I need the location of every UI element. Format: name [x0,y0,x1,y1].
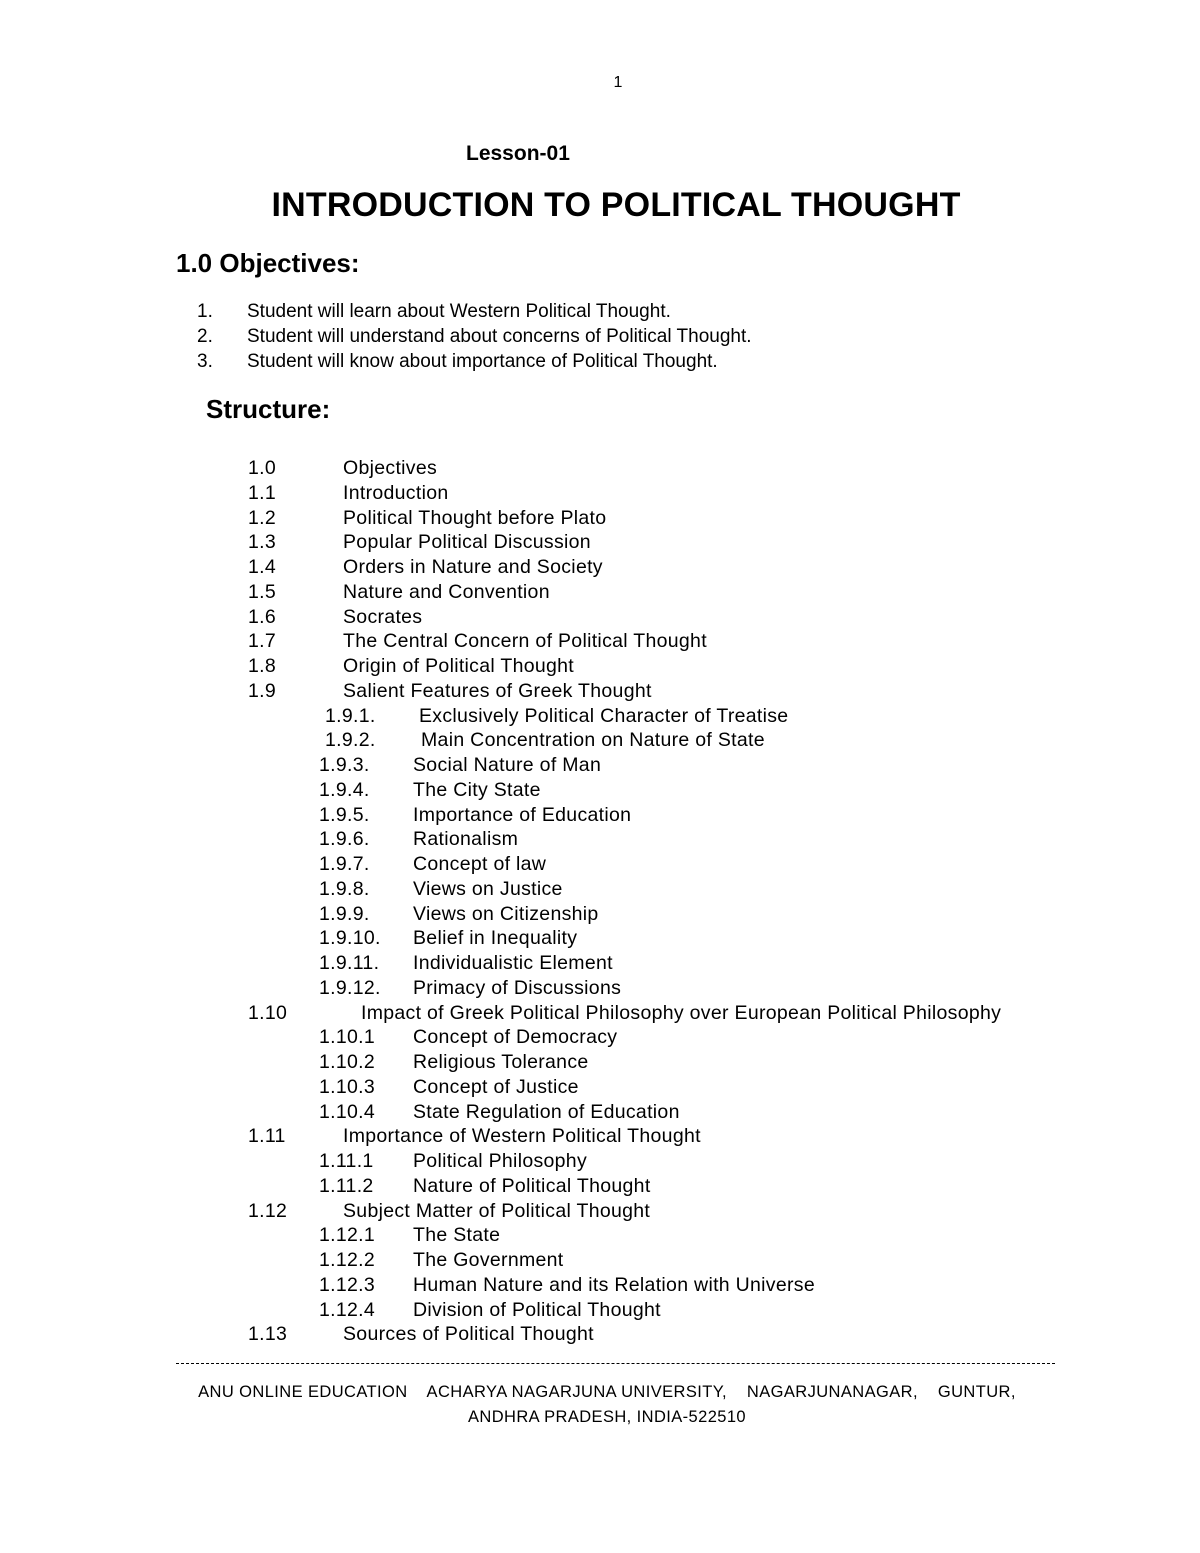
toc-title: Human Nature and its Relation with Universe [413,1273,815,1296]
toc-title: Religious Tolerance [413,1051,589,1073]
toc-number: 1.6 [248,605,277,628]
toc-title: Popular Political Discussion [343,531,591,554]
toc-number: 1.8 [248,655,277,677]
toc-title: Subject Matter of Political Thought [343,1199,651,1222]
toc-number: 1.10.1 [319,1026,376,1049]
lesson-label: Lesson-01 [466,142,570,165]
toc-number: 1.12.1 [319,1224,376,1247]
toc-number: 1.10.4 [319,1100,376,1123]
toc-number: 1.11 [248,1125,286,1148]
toc-number: 1.9.7. [319,853,370,875]
toc-number: 1.12.2 [319,1249,376,1271]
toc-number: 1.9.9. [319,902,370,925]
toc-title: Concept of Democracy [413,1026,618,1049]
toc-title: Social Nature of Man [413,754,602,776]
toc-number: 1.9.6. [319,828,370,851]
toc-title: Salient Features of Greek Thought [343,679,652,702]
toc-number: 1.9.8. [319,877,370,900]
toc-number: 1.12.3 [319,1273,376,1296]
toc-title: The Central Concern of Political Thought [343,630,707,653]
toc-number: 1.10 [248,1001,288,1024]
toc-number: 1.12 [248,1199,288,1222]
toc-number: 1.2 [248,506,277,529]
toc-title: Main Concentration on Nature of State [421,729,765,752]
toc-title: Exclusively Political Character of Treatise [419,704,789,727]
toc-number: 1.9.3. [319,754,370,776]
toc-title: The State [413,1224,501,1247]
toc-title: The City State [413,778,541,801]
footer-divider [176,1363,1055,1364]
toc-title: Individualistic Element [413,952,613,974]
toc-title: Nature and Convention [343,580,550,603]
objective-item [197,324,752,349]
footer-address-line-1: ANU ONLINE EDUCATION ACHARYA NAGARJUNA UNIVERSITY, NAGARJUNANAGAR, GUNTUR, [198,1383,1016,1401]
toc-title: Orders in Nature and Society [343,556,603,578]
toc-title: Objectives [343,457,438,479]
document-title: INTRODUCTION TO POLITICAL THOUGHT [271,186,961,224]
toc-number: 1.13 [248,1323,288,1346]
toc-title: The Government [413,1249,564,1271]
toc-title: Belief in Inequality [413,927,578,950]
toc-number: 1.9.4. [319,778,370,801]
toc-title: Impact of Greek Political Philosophy over European Political Philosophy [361,1001,1002,1024]
toc-title: Division of Political Thought [413,1298,661,1321]
toc-number: 1.9.10. [319,927,381,950]
toc-number: 1.0 [248,457,277,479]
toc-number: 1.7 [248,630,277,653]
objective-item [197,349,752,374]
toc-title: State Regulation of Education [413,1100,680,1123]
objective-number: 2. [197,326,213,347]
objective-item [197,299,752,324]
toc-title: Concept of Justice [413,1075,579,1098]
toc-number: 1.10.3 [319,1075,376,1098]
toc-number: 1.5 [248,580,277,603]
objectives-list [197,299,752,374]
toc-number: 1.9.2. [325,729,376,752]
toc-number: 1.11.2 [319,1174,374,1197]
toc-title: Sources of Political Thought [343,1323,594,1346]
toc-number: 1.9.11. [319,952,380,974]
objectives-heading: 1.0 Objectives: [176,248,360,278]
toc-number: 1.12.4 [319,1298,376,1321]
toc-number: 1.9.5. [319,803,370,826]
structure-heading: Structure: [206,394,331,424]
toc-number: 1.3 [248,531,277,554]
footer-address-line-2: ANDHRA PRADESH, INDIA-522510 [467,1408,747,1426]
objective-number: 1. [197,301,213,322]
toc-number: 1.11.1 [319,1150,374,1172]
toc-title: Political Philosophy [413,1150,588,1172]
toc-title: Primacy of Discussions [413,976,622,999]
toc-number: 1.9.1. [325,704,376,727]
toc-title: Importance of Education [413,803,632,826]
objective-number: 3. [197,351,213,372]
toc-number: 1.1 [248,481,277,504]
toc-title: Nature of Political Thought [413,1174,651,1197]
toc-number: 1.10.2 [319,1051,376,1073]
toc-title: Socrates [343,605,423,628]
objective-text: Student will understand about concerns of Political Thought. [247,326,752,347]
toc-number: 1.9 [248,679,277,702]
page-number: 1 [613,74,623,91]
toc-number: 1.4 [248,556,277,578]
toc-number: 1.9.12. [319,976,381,999]
toc-title: Rationalism [413,828,519,851]
toc-title: Concept of law [413,853,547,875]
toc-title: Views on Citizenship [413,902,599,925]
toc-title: Views on Justice [413,877,563,900]
toc-title: Introduction [343,481,449,504]
toc-title: Origin of Political Thought [343,655,575,677]
toc-title: Political Thought before Plato [343,506,607,529]
objective-text: Student will learn about Western Political Thought. [247,301,671,322]
objective-text: Student will know about importance of Political Thought. [247,351,718,372]
toc-title: Importance of Western Political Thought [343,1125,701,1148]
